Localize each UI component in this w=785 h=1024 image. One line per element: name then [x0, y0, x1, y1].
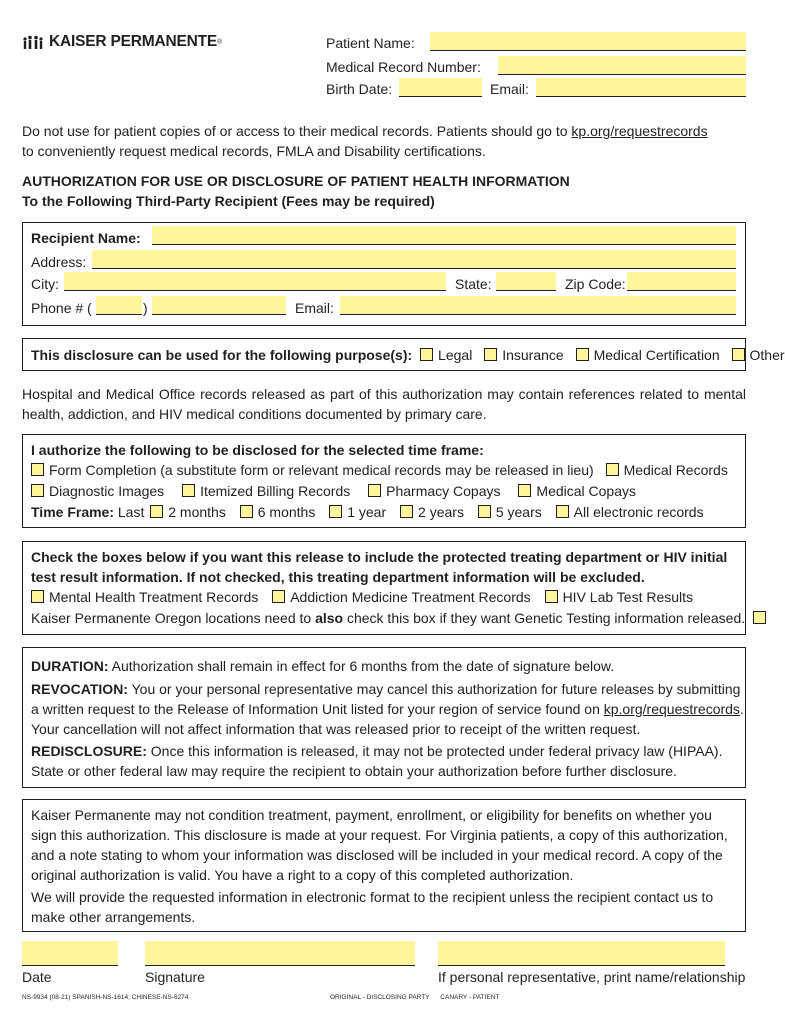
phone-number-field[interactable] [152, 296, 286, 315]
revocation-text-1: You or your personal representative may cancel this authorization for future releases by submitting [131, 681, 741, 697]
purpose-legal[interactable] [420, 347, 472, 363]
itemized-billing-option[interactable] [182, 483, 350, 499]
state-label: State: [455, 276, 492, 292]
time-1-year-label: 1 year [347, 504, 387, 520]
authorize-heading: I authorize the following to be disclosed for the selected time frame: [31, 442, 484, 458]
diagnostic-images-option[interactable] [31, 483, 164, 499]
header-email-field[interactable] [536, 78, 746, 97]
last-label: Last [117, 504, 145, 520]
time-2-years[interactable] [400, 504, 464, 520]
conditions-line-6: make other arrangements. [31, 909, 196, 925]
time-all-records-checkbox[interactable] [556, 505, 569, 518]
zip-field[interactable] [627, 272, 736, 291]
form-title: AUTHORIZATION FOR USE OR DISCLOSURE OF PATIENT HEALTH INFORMATION [22, 173, 570, 189]
city-field[interactable] [64, 272, 446, 291]
address-field[interactable] [92, 250, 736, 269]
hospital-note: Hospital and Medical Office records released as part of this authorization may contain references related to mental health, addiction, and HIV medical conditions documented by primary care. [22, 386, 746, 422]
time-2-years-checkbox[interactable] [400, 505, 413, 518]
revocation-label: REVOCATION: [31, 681, 128, 697]
recipient-name-field[interactable] [152, 226, 736, 245]
form-completion-label: Form Completion (a substitute form or relevant medical records may be released in lieu) [49, 462, 594, 478]
legal-checkbox[interactable] [420, 348, 433, 361]
copy-distribution: ORIGINAL - DISCLOSING PARTY CANARY - PATIENT [330, 994, 500, 1001]
conditions-line-1: Kaiser Permanente may not condition treatment, payment, enrollment, or eligibility for benefits on whether you [31, 807, 712, 823]
time-2-months-label: 2 months [168, 504, 226, 520]
duration-text: Authorization shall remain in effect for 6 months from the date of signature below. [111, 658, 615, 674]
representative-field[interactable] [438, 941, 725, 966]
medical-copays-label: Medical Copays [536, 483, 637, 499]
time-2-years-label: 2 years [418, 504, 464, 520]
redisclosure-label: REDISCLOSURE: [31, 743, 147, 759]
redisclosure-row-1 [31, 743, 722, 760]
addiction-medicine-option[interactable] [272, 589, 530, 605]
brand-name: KAISER PERMANENTE [49, 33, 217, 50]
authorize-row-1 [31, 462, 728, 479]
intro-line-1 [22, 123, 752, 140]
birth-date-field[interactable] [399, 78, 482, 97]
medical-copays-checkbox[interactable] [518, 484, 531, 497]
form-completion-checkbox[interactable] [31, 463, 44, 476]
diagnostic-images-label: Diagnostic Images [49, 483, 165, 499]
itemized-billing-checkbox[interactable] [182, 484, 195, 497]
purpose-label: This disclosure can be used for the following purpose(s): [31, 347, 413, 363]
revocation-link[interactable]: kp.org/requestrecords [603, 701, 740, 717]
time-6-months-checkbox[interactable] [240, 505, 253, 518]
authorize-row-2 [31, 483, 636, 500]
date-field[interactable] [22, 941, 118, 966]
sensitive-options-row [31, 589, 693, 606]
addiction-medicine-checkbox[interactable] [272, 590, 285, 603]
purpose-insurance[interactable] [484, 347, 563, 363]
mental-health-label: Mental Health Treatment Records [49, 589, 259, 605]
purpose-medical-certification[interactable] [576, 347, 720, 363]
recipient-name-label: Recipient Name: [31, 230, 141, 246]
time-6-months-label: 6 months [257, 504, 316, 520]
mrn-field[interactable] [498, 56, 746, 75]
revocation-row-2 [31, 701, 744, 718]
city-label: City: [31, 276, 59, 292]
phone-paren: ) [143, 300, 148, 316]
brand-logo [22, 33, 222, 51]
insurance-label: Insurance [502, 347, 564, 363]
time-1-year[interactable] [329, 504, 386, 520]
intro-text: Do not use for patient copies of or access to their medical records. Patients should go to [22, 123, 568, 139]
legal-label: Legal [438, 347, 473, 363]
hiv-lab-option[interactable] [545, 589, 693, 605]
mental-health-option[interactable] [31, 589, 258, 605]
sensitive-heading-1: Check the boxes below if you want this release to include the protected treating department or HIV initial [31, 549, 728, 565]
conditions-line-2: sign this authorization. This disclosure is made at your request. For Virginia patients, a copy of this authorization, [31, 827, 728, 843]
recipient-email-field[interactable] [340, 296, 736, 315]
form-subtitle: To the Following Third-Party Recipient (Fees may be required) [22, 193, 435, 209]
purpose-other[interactable] [732, 347, 785, 363]
revocation-text-3: Your cancellation will not affect information that was released prior to receipt of the written request. [31, 721, 641, 737]
medical-certification-checkbox[interactable] [576, 348, 589, 361]
conditions-line-3: and a note stating to whom your information was disclosed will be included in your medical record. A copy of the [31, 847, 723, 863]
form-completion-option[interactable] [31, 462, 594, 478]
addiction-medicine-label: Addiction Medicine Treatment Records [290, 589, 531, 605]
insurance-checkbox[interactable] [484, 348, 497, 361]
address-label: Address: [31, 254, 87, 270]
pharmacy-copays-label: Pharmacy Copays [386, 483, 501, 499]
medical-records-label: Medical Records [623, 462, 728, 478]
medical-certification-label: Medical Certification [593, 347, 720, 363]
duration-label: DURATION: [31, 658, 109, 674]
kaiser-logo-icon [22, 34, 44, 50]
form-id: NS-9934 (08-21) SPANISH-NS-1614; CHINESE-NS-6274 [22, 994, 189, 1001]
oregon-text-pre: Kaiser Permanente Oregon locations need to [31, 610, 312, 626]
revocation-period: . [739, 701, 744, 717]
itemized-billing-label: Itemized Billing Records [200, 483, 351, 499]
patient-name-field[interactable] [430, 32, 746, 51]
time-all-records-label: All electronic records [573, 504, 704, 520]
redisclosure-text-1: Once this information is released, it may not be protected under federal privacy law (HIPAA). [150, 743, 723, 759]
hiv-lab-checkbox[interactable] [545, 590, 558, 603]
revocation-row-1 [31, 681, 740, 698]
time-1-year-checkbox[interactable] [329, 505, 342, 518]
zip-label: Zip Code: [565, 276, 626, 292]
time-2-months-checkbox[interactable] [150, 505, 163, 518]
oregon-row [31, 610, 771, 627]
signature-label: Signature [145, 969, 205, 985]
request-records-link[interactable]: kp.org/requestrecords [571, 123, 708, 139]
time-5-years[interactable] [478, 504, 542, 520]
time-5-years-label: 5 years [495, 504, 542, 520]
revocation-text-2: a written request to the Release of Information Unit listed for your region of service found on [31, 701, 600, 717]
time-frame-label: Time Frame: [31, 504, 114, 520]
signature-field[interactable] [145, 941, 415, 966]
medical-records-option[interactable] [606, 462, 728, 478]
mental-health-checkbox[interactable] [31, 590, 44, 603]
other-checkbox[interactable] [732, 348, 745, 361]
registered-mark: ® [216, 38, 223, 46]
oregon-text-post: check this box if they want Genetic Testing information released. [346, 610, 746, 626]
sensitive-heading-2: test result information. If not checked, this treating department information will be excluded. [31, 569, 645, 585]
patient-name-label: Patient Name: [326, 35, 415, 51]
genetic-testing-checkbox[interactable] [753, 611, 766, 624]
phone-area-code-field[interactable] [96, 296, 142, 315]
birth-date-label: Birth Date: [326, 81, 393, 97]
representative-label: If personal representative, print name/relationship [438, 969, 746, 985]
time-5-years-checkbox[interactable] [478, 505, 491, 518]
time-2-months[interactable] [150, 504, 226, 520]
oregon-text-bold: also [315, 610, 344, 626]
header-email-label: Email: [490, 81, 529, 97]
phone-label: Phone # ( [31, 300, 92, 316]
other-label: Other [749, 347, 785, 363]
intro-text-2: to conveniently request medical records, FMLA and Disability certifications. [22, 143, 486, 159]
purpose-row [31, 347, 785, 364]
time-6-months[interactable] [240, 504, 316, 520]
diagnostic-images-checkbox[interactable] [31, 484, 44, 497]
date-label: Date [22, 969, 52, 985]
pharmacy-copays-checkbox[interactable] [368, 484, 381, 497]
conditions-line-4: original authorization is valid. You have a right to a copy of this completed authorization. [31, 867, 574, 883]
medical-copays-option[interactable] [518, 483, 636, 499]
medical-records-checkbox[interactable] [606, 463, 619, 476]
mrn-label: Medical Record Number: [326, 59, 481, 75]
pharmacy-copays-option[interactable] [368, 483, 500, 499]
duration-row [31, 658, 614, 675]
hiv-lab-label: HIV Lab Test Results [562, 589, 694, 605]
time-frame-row [31, 504, 704, 521]
conditions-line-5: We will provide the requested information in electronic format to the recipient unless the recipient contact us to [31, 889, 714, 905]
recipient-email-label: Email: [295, 300, 334, 316]
redisclosure-text-2: State or other federal law may require the recipient to obtain your authorization before further disclosure. [31, 763, 677, 779]
state-field[interactable] [496, 272, 556, 291]
time-all-records[interactable] [556, 504, 704, 520]
